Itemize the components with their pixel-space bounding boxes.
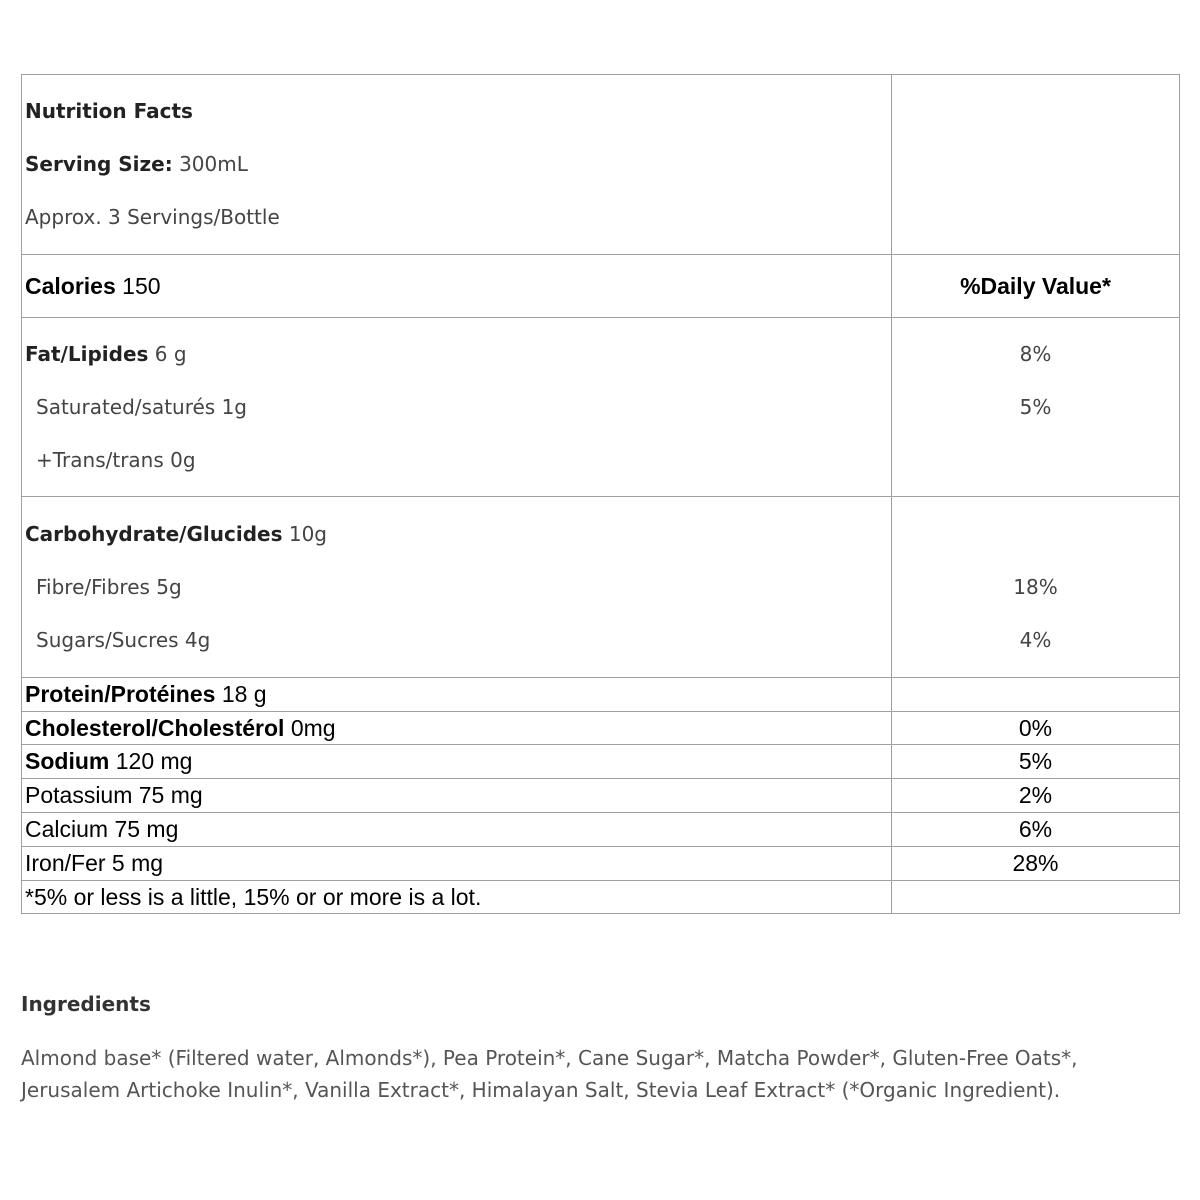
- footnote: *5% or less is a little, 15% or or more is a lot.: [22, 881, 892, 914]
- calories-row: Calories 150 %Daily Value*: [22, 255, 1180, 318]
- dv-header: %Daily Value*: [960, 272, 1111, 299]
- protein-row: Protein/Protéines 18 g: [22, 678, 1180, 712]
- header-row: Nutrition Facts Serving Size: 300mL Approx. 3 Servings/Bottle: [22, 75, 1180, 255]
- ingredients-title: Ingredients: [21, 992, 151, 1016]
- fat-row: Fat/Lipides 6 g Saturated/saturés 1g +Trans/trans 0g 8% 5%: [22, 318, 1180, 497]
- calcium-row: Calcium 75 mg 6%: [22, 813, 1180, 847]
- footnote-row: [22, 881, 1180, 914]
- potassium-row: Potassium 75 mg 2%: [22, 779, 1180, 813]
- carb-row: Carbohydrate/Glucides 10g Fibre/Fibres 5g Sugars/Sucres 4g 18% 4%: [22, 497, 1180, 678]
- iron-row: Iron/Fer 5 mg 28%: [22, 847, 1180, 881]
- nutrition-facts-table: [21, 74, 1180, 914]
- ingredients-line-2: Jerusalem Artichoke Inulin*, Vanilla Extract*, Himalayan Salt, Stevia Leaf Extract* (*Organic Ingredient).: [21, 1078, 1061, 1102]
- ingredients-line-1: Almond base* (Filtered water, Almonds*), Pea Protein*, Cane Sugar*, Matcha Powder*, Gluten-Free Oats*,: [21, 1046, 1078, 1070]
- facts-title: Nutrition Facts: [25, 99, 193, 123]
- servings: Approx. 3 Servings/Bottle: [25, 205, 280, 229]
- cholesterol-row: Cholesterol/Cholestérol 0mg 0%: [22, 712, 1180, 745]
- serving-size: 300mL: [179, 152, 248, 176]
- sodium-row: Sodium 120 mg 5%: [22, 745, 1180, 779]
